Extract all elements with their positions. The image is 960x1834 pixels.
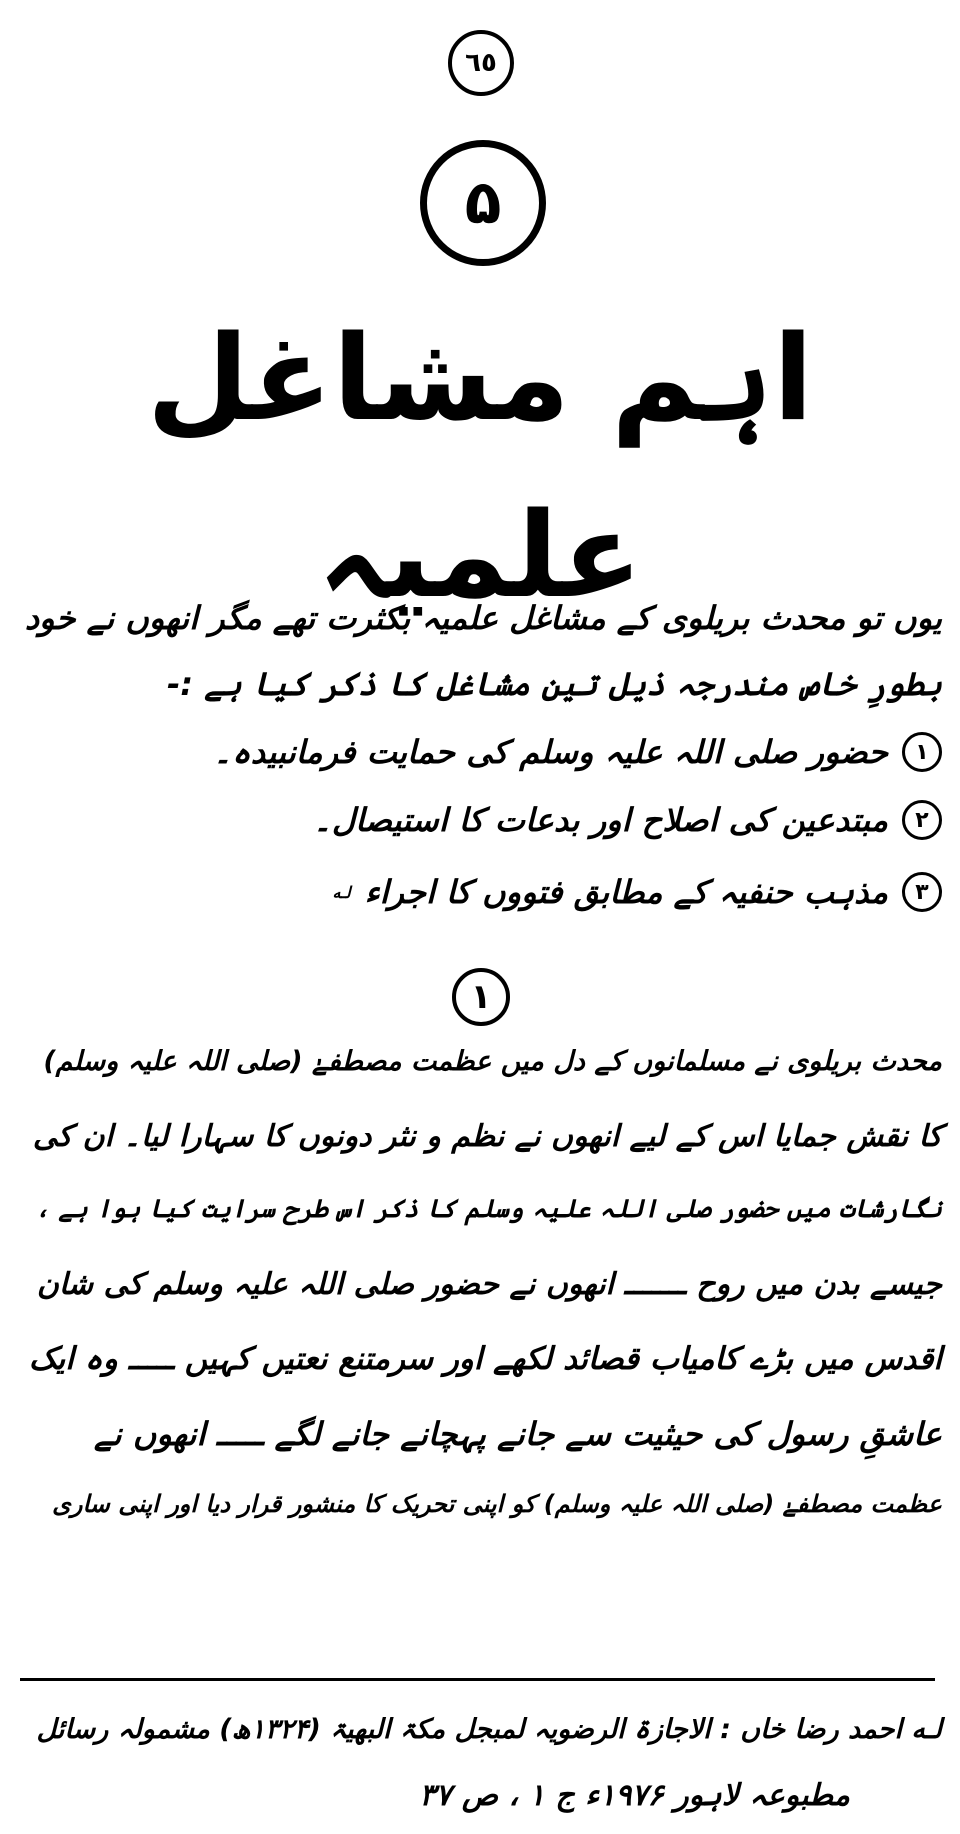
body-line-5: اقدس میں بڑے کامیاب قصائد لکھے اور سرمتنع نعتیں کہیں ـــــ وہ ایک bbox=[28, 1341, 942, 1377]
footnote-divider bbox=[20, 1678, 935, 1681]
intro-line-1: یوں تو محدث بریلوی کے مشاغل علمیہ بکثرت تھے مگر انھوں نے خود bbox=[24, 599, 942, 637]
list-item-1 bbox=[213, 732, 942, 772]
list-item-2 bbox=[313, 800, 942, 840]
list-item-3 bbox=[332, 872, 942, 912]
list-text-2: مبتدعین کی اصلاح اور بدعات کا استیصال۔ bbox=[313, 801, 888, 839]
section-number: ۱ bbox=[452, 968, 510, 1026]
list-number-3: ۳ bbox=[902, 872, 942, 912]
chapter-title: اہم مشاغل علمیہ bbox=[146, 309, 814, 624]
body-line-6: عاشقِ رسول کی حیثیت سے جانے پہچانے جانے لگے ـــــ انھوں نے bbox=[94, 1415, 942, 1453]
chapter-number: ۵ bbox=[420, 140, 546, 266]
body-line-1: محدث بریلوی نے مسلمانوں کے دل میں عظمت مصطفےٰ (صلی اللہ علیہ وسلم) bbox=[43, 1046, 942, 1077]
footnote-line-2: مطبوعہ لاہور ۱۹۷۶ء ج ۱ ، ص ۳۷ bbox=[419, 1778, 850, 1813]
body-line-7: عظمت مصطفےٰ (صلی اللہ علیہ وسلم) کو اپنی تحریک کا منشور قرار دیا اور اپنی ساری bbox=[52, 1490, 942, 1518]
list-text-1: حضور صلی اللہ علیہ وسلم کی حمایت فرمانبیدہ۔ bbox=[213, 733, 888, 771]
body-line-3: نگارشات میں حضور صلی اللہ علیہ وسلم کا ذکر اس طرح سرایت کیا ہوا ہے ، bbox=[35, 1194, 942, 1223]
footnote-marker: لـه bbox=[332, 882, 351, 902]
list-text-3: مذہب حنفیہ کے مطابق فتووں کا اجراء bbox=[364, 873, 888, 911]
intro-line-2: بطورِ خاص مندرجہ ذیل تین مشاغل کا ذکر کیا ہے :- bbox=[167, 665, 942, 703]
list-number-1: ۱ bbox=[902, 732, 942, 772]
footnote-line-1: لـه احمد رضا خاں : الاجازۃ الرضویہ لمبجل مکۃ البھیۃ (۱۳۲۴ھ) مشمولہ رسائل bbox=[36, 1714, 942, 1745]
body-line-2: کا نقش جمایا اس کے لیے انھوں نے نظم و نثر دونوں کا سہارا لیا۔ ان کی bbox=[32, 1119, 942, 1154]
list-number-2: ۲ bbox=[902, 800, 942, 840]
body-line-4: جیسے بدن میں روح ـــــــ انھوں نے حضور صلی اللہ علیہ وسلم کی شان bbox=[36, 1267, 942, 1302]
page-number: ٦٥ bbox=[448, 30, 514, 96]
